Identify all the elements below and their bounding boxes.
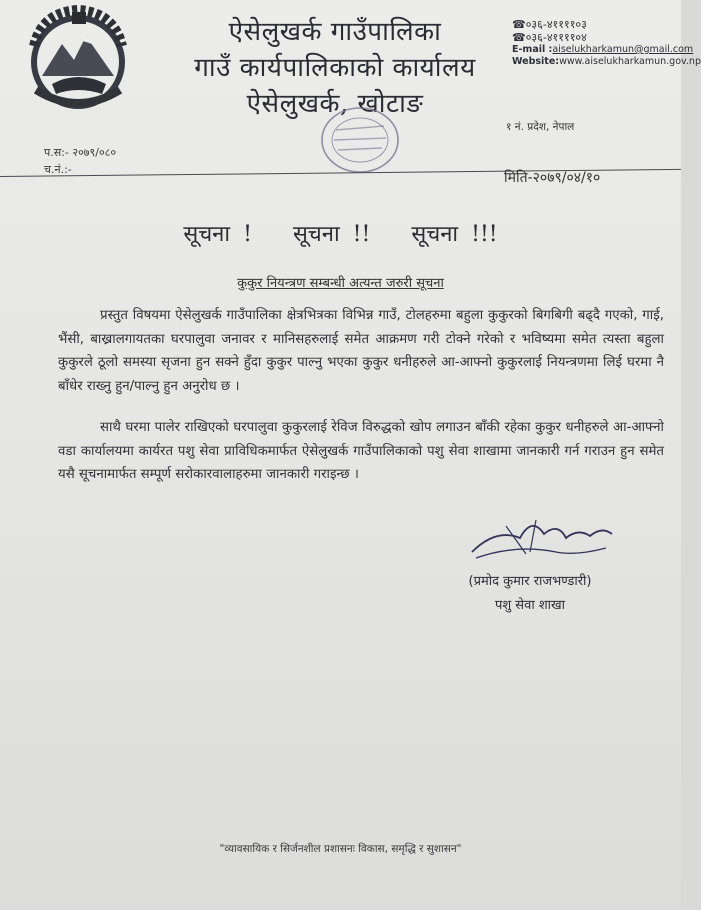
office-name: गाउँ कार्यपालिकाको कार्यालय (194, 53, 476, 83)
signer-section: पशु सेवा शाखा (494, 598, 566, 613)
website-label: Website: (512, 56, 560, 67)
dispatch-number: च.नं.:- (44, 163, 72, 176)
province-label: १ नं. प्रदेश, नेपाल (506, 121, 575, 133)
phone-2: ☎०३६-४११११०४ (512, 31, 587, 44)
signer-block (440, 570, 620, 618)
reference-block (44, 144, 116, 178)
notice-subject (0, 272, 681, 291)
paragraph-1: प्रस्तुत विषयमा ऐसेलुखर्क गाउँपालिका क्षेत्रभित्रका विभिन्न गाउँ, टोलहरुमा बहुला कुकुरको बिगबिगी बढ्दै गएको, गाई, भैंसी, बाख्रालगायतका घरपालुवा जनावर र मानिसहरुलाई समेत आक्रमण गरी टोक्ने गरेको र भविष्यमा समेत त्यस्ता बहुला कुकुरले ठूलो समस्या सृजना हुन सक्ने हुँदा कुकुर पाल्नु भएका कुकुर धनीहरुले आ-आफ्नो कुकुरलाई नियन्त्रणमा लिई घरमा नै बाँधेर राख्नु हुन/पाल्नु हुन अनुरोध छ । (58, 308, 664, 394)
notice-word-3: सूचना !!! (411, 222, 498, 247)
office-stamp (314, 100, 406, 178)
notice-body (58, 304, 664, 505)
email-label: E-mail : (512, 44, 553, 55)
municipality-name: ऐसेलुखर्क गाउँपालिका (228, 17, 442, 47)
notice-word-2: सूचना !! (292, 222, 371, 247)
phone-1: ☎०३६-४११११०३ (512, 18, 587, 31)
handwritten-signature (466, 508, 616, 564)
subject-text: कुकुर नियन्त्रण सम्बन्धी अत्यन्त जरुरी सूचना (237, 276, 444, 291)
notice-heading (0, 218, 681, 248)
office-location: ऐसेलुखर्क, खोटाङ (246, 89, 424, 119)
signer-name: (प्रमोद कुमार राजभण्डारी) (468, 574, 592, 589)
contact-block (512, 18, 701, 68)
nepal-emblem-logo (22, 6, 134, 116)
notice-word-1: सूचना ! (183, 222, 252, 247)
notice-date: मिति-२०७९/०४/१० (504, 170, 601, 186)
footer-motto: "व्यावसायिक र सिर्जनशील प्रशासनः विकास, समृद्धि र सुशासन" (219, 843, 462, 855)
email-address: aiselukharkamun@gmail.com (552, 44, 694, 55)
website-line (512, 56, 701, 68)
paragraph-2: साथै घरमा पालेर राखिएको घरपालुवा कुकुरलाई रेविज विरुद्धको खोप लगाउन बाँकी रहेका कुकुर धनीहरुले आ-आफ्नो वडा कार्यालयमा कार्यरत पशु सेवा प्राविधिकमार्फत ऐसेलुखर्क गाउँपालिकाको पशु सेवा शाखामा जानकारी गर्न गराउन हुन समेत यसै सूचनामार्फत सम्पूर्ण सरोकारवालाहरुमा जानकारी गराइन्छ । (58, 420, 664, 482)
reference-number: प.स:- २०७९/०८० (44, 146, 117, 159)
website-address: www.aiselukharkamun.gov.np (559, 56, 701, 67)
email-line (512, 44, 694, 56)
